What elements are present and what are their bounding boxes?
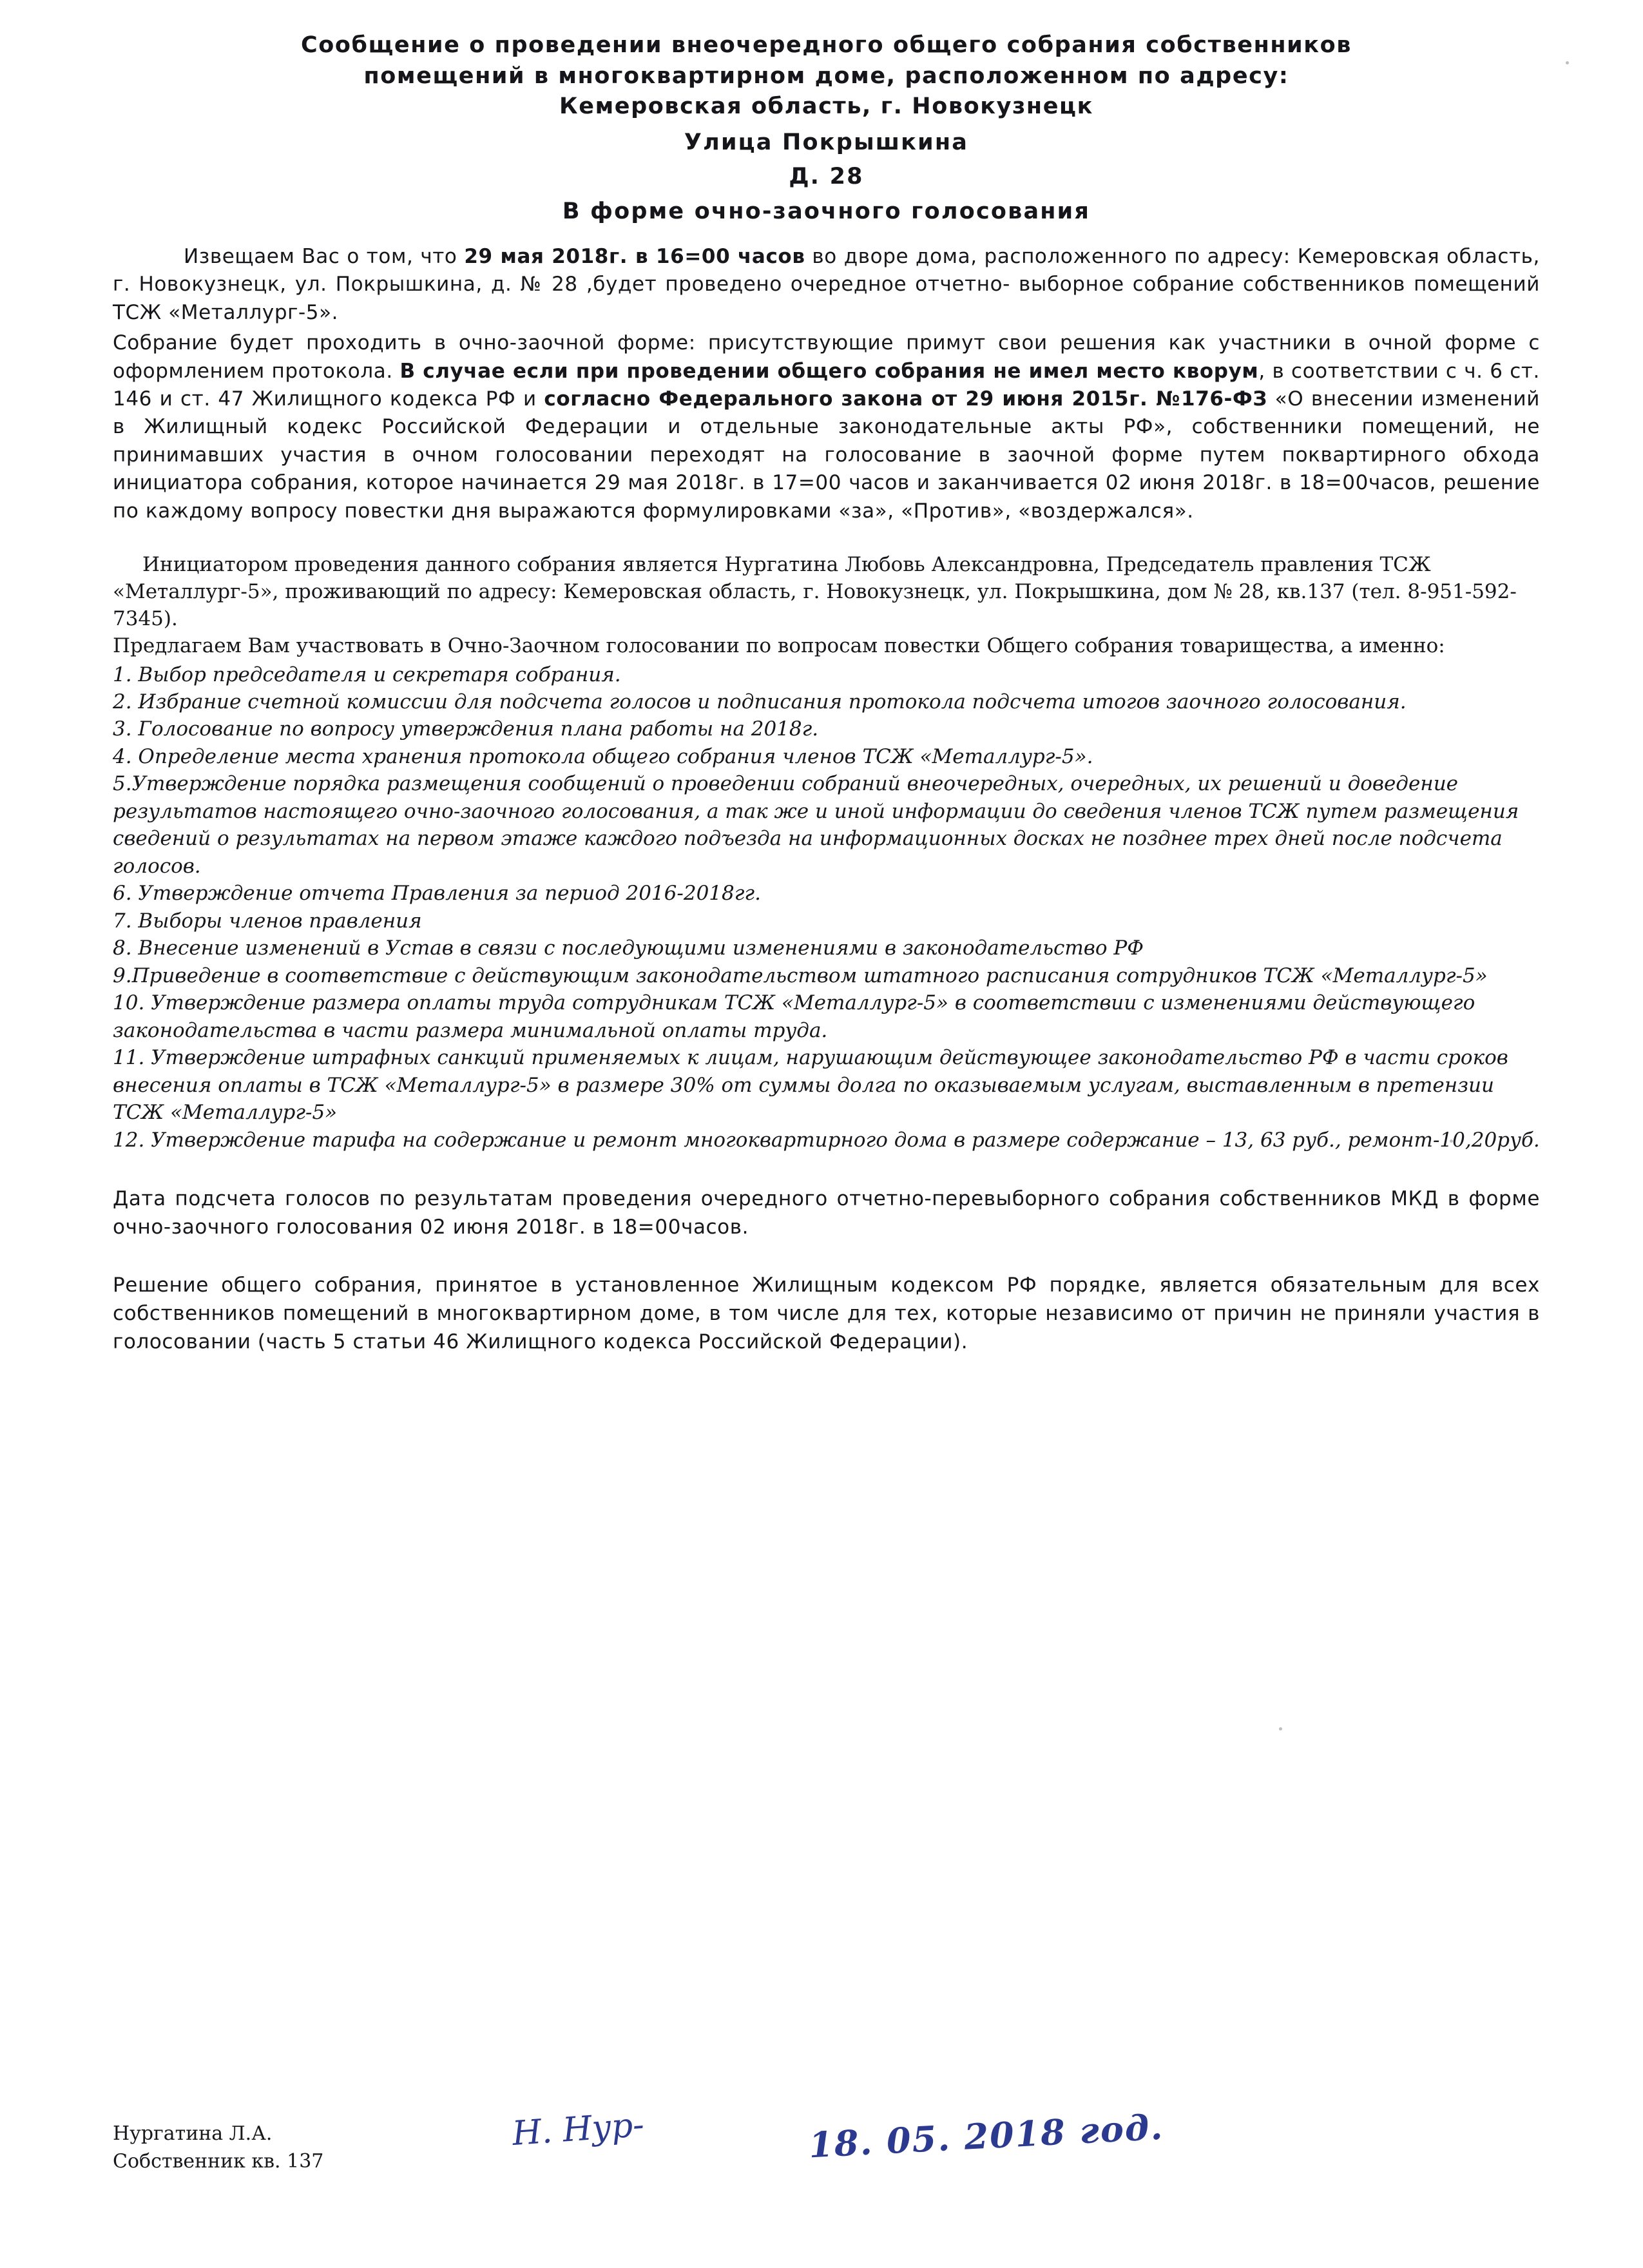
title-line-2: помещений в многоквартирном доме, расположенном по адресу: <box>363 63 1289 89</box>
procedure-bold-law: согласно Федерального закона от 29 июня 2015г. №176-ФЗ <box>544 387 1267 411</box>
title-street: Улица Покрышкина <box>684 129 969 155</box>
title-line-1: Сообщение о проведении внеочередного общего собрания собственников <box>300 32 1352 58</box>
initiator-block <box>113 551 1540 660</box>
handwritten-date: 18. 05. 2018 год. <box>807 2106 1165 2166</box>
document-content <box>113 31 1540 1356</box>
agenda-item: 10. Утверждение размера оплаты труда сотрудникам ТСЖ «Металлург-5» в соответствии с изменениями действующего законодательства в части размера минимальной оплаты труда. <box>113 991 1475 1042</box>
agenda-item: 4. Определение места хранения протокола общего собрания членов ТСЖ «Металлург-5». <box>113 744 1093 768</box>
title-voting-form: В форме очно-заочного голосования <box>562 198 1091 224</box>
scan-speckle <box>1566 61 1569 64</box>
signature-role: Собственник кв. 137 <box>113 2149 324 2173</box>
notice-post: во дворе дома, расположенного по адресу: Кемеровская область, г. Новокузнецк, ул. Покрышкина, д. № 28 ,будет проведено очередное отчетно- выборное собрание собственников помещений ТСЖ «Металлург-5». <box>113 245 1540 324</box>
signature-block <box>113 2105 1540 2217</box>
paragraph-notice <box>113 243 1540 327</box>
scan-speckle <box>1279 1727 1282 1730</box>
agenda-item: 11. Утверждение штрафных санкций применяемых к лицам, нарушающим действующее законодательство РФ в части сроков внесения оплаты в ТСЖ «Металлург-5» в размере 30% от суммы долга по оказываемым услугам, выставленным в претензии ТСЖ «Металлург-5» <box>113 1046 1508 1125</box>
agenda-item: 3. Голосование по вопросу утверждения плана работы на 2018г. <box>113 717 819 741</box>
signature-name: Нургатина Л.А. <box>113 2122 273 2145</box>
notice-bold-date: 29 мая 2018г. в 16=00 часов <box>464 245 805 268</box>
agenda-item: 12. Утверждение тарифа на содержание и ремонт многоквартирного дома в размере содержание – 13, 63 руб., ремонт-10,20руб. <box>113 1128 1540 1152</box>
agenda-item: 8. Внесение изменений в Устав в связи с последующими изменениями в законодательство РФ <box>113 936 1144 960</box>
agenda-item: 7. Выборы членов правления <box>113 909 422 933</box>
paragraph-decision-binding: Решение общего собрания, принятое в установленное Жилищным кодексом РФ порядке, является обязательным для всех собственников помещений в многоквартирном доме, в том числе для тех, которые независимо от причин не приняли участия в голосовании (часть 5 статьи 46 Жилищного кодекса Российской Федерации). <box>113 1274 1540 1354</box>
agenda-list <box>113 661 1540 1154</box>
procedure-part-a: Собрание будет проходить в очно-заочной форме: присутствующие примут свои решения как участники в очной форме с оформлением протокола. <box>113 331 1540 383</box>
notice-pre: Извещаем Вас о том, что <box>184 245 465 268</box>
agenda-item: 6. Утверждение отчета Правления за период 2016-2018гг. <box>113 882 761 906</box>
procedure-bold-quorum: В случае если при проведении общего собрания не имел место кворум <box>399 359 1259 383</box>
procedure-part-b: , в соответствии с ч. 6 ст. 146 и ст. 47 Жилищного кодекса РФ и <box>113 359 1540 411</box>
agenda-item: 2. Избрание счетной комиссии для подсчета голосов и подписания протокола подсчета итогов заочного голосования. <box>113 690 1407 713</box>
document-title <box>113 31 1540 226</box>
agenda-item: 5.Утверждение порядка размещения сообщений о проведении собраний внеочередных, очередных, их решений и доведение результатов настоящего очно-заочного голосования, а так же и иной информации до сведения членов ТСЖ путем размещения сведений о результатах на первом этаже каждого подъезда на информационных досках не позднее трех дней после подсчета голосов. <box>113 772 1519 878</box>
agenda-item: 9.Приведение в соответствие с действующим законодательством штатного расписания сотрудников ТСЖ «Металлург-5» <box>113 964 1488 987</box>
procedure-part-c: «О внесении изменений в Жилищный кодекс Российской Федерации и отдельные законодательные акты РФ», собственники помещений, не принимавших участия в очном голосовании переходят на голосование в заочной форме путем поквартирного обхода инициатора собрания, которое начинается 29 мая 2018г. в 17=00 часов и заканчивается 02 июня 2018г. в 18=00часов, решение по каждому вопросу повестки дня выражаются формулировками «за», «Против», «воздержался». <box>113 387 1540 523</box>
title-house: Д. 28 <box>789 164 864 189</box>
initiator-line-2: Предлагаем Вам участвовать в Очно-Заочном голосовании по вопросам повестки Общего собрания товарищества, а именно: <box>113 634 1445 658</box>
handwritten-signature: Н. Нур- <box>511 2105 646 2154</box>
title-line-3: Кемеровская область, г. Новокузнецк <box>559 93 1093 119</box>
paragraph-procedure <box>113 329 1540 525</box>
paragraph-counting-date: Дата подсчета голосов по результатам проведения очередного отчетно-перевыборного собрания собственников МКД в форме очно-заочного голосования 02 июня 2018г. в 18=00часов. <box>113 1187 1540 1239</box>
initiator-line-1: Инициатором проведения данного собрания является Нургатина Любовь Александровна, Председатель правления ТСЖ «Металлург-5», проживающий по адресу: Кемеровская область, г. Новокузнецк, ул. Покрышкина, дом № 28, кв.137 (тел. 8-951-592-7345). <box>113 552 1517 631</box>
agenda-item: 1. Выбор председателя и секретаря собрания. <box>113 663 621 686</box>
